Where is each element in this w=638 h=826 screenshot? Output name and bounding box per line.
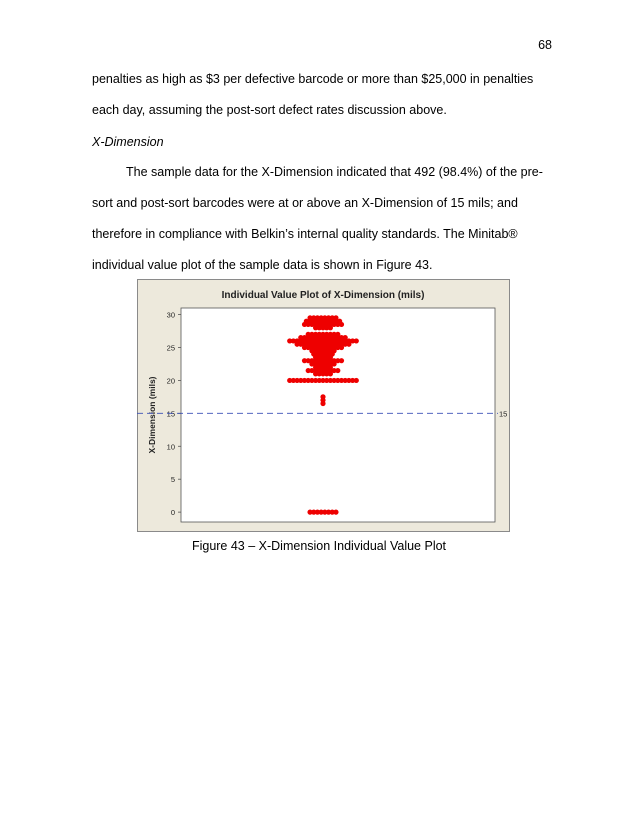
- paragraph2-line2: sort and post-sort barcodes were at or above an X-Dimension of 15 mils; and: [92, 196, 518, 210]
- paragraph2-line4: individual value plot of the sample data is shown in Figure 43.: [92, 258, 433, 272]
- y-tick-label: 15: [166, 409, 175, 419]
- data-point: [335, 368, 340, 373]
- paragraph1-line2: each day, assuming the post-sort defect rates discussion above.: [92, 103, 447, 117]
- individual-value-plot: [137, 279, 510, 532]
- reference-line-label: 15: [499, 409, 508, 419]
- paragraph1-line1: penalties as high as $3 per defective barcode or more than $25,000 in penalties: [92, 72, 534, 86]
- chart-title: Individual Value Plot of X-Dimension (mils): [221, 290, 425, 301]
- y-tick-label: 25: [166, 343, 175, 353]
- page-number: 68: [538, 38, 552, 52]
- data-point: [354, 338, 359, 343]
- y-tick-label: 20: [166, 376, 175, 386]
- paragraph-penalties: [92, 64, 562, 126]
- paragraph2-line3: therefore in compliance with Belkin’s internal quality standards. The Minitab®: [92, 227, 518, 241]
- y-tick-label: 10: [166, 442, 175, 452]
- y-axis-label: X-Dimension (mils): [147, 376, 157, 454]
- data-point: [328, 371, 333, 376]
- y-tick-label: 30: [166, 310, 175, 320]
- section-heading: X-Dimension: [92, 135, 164, 149]
- paragraph-x-dimension: [92, 157, 562, 281]
- data-point: [354, 378, 359, 383]
- y-tick-label: 0: [170, 508, 175, 518]
- data-point: [333, 510, 338, 515]
- paragraph2-line1: The sample data for the X-Dimension indicated that 492 (98.4%) of the pre-: [126, 165, 543, 179]
- chart-svg: [137, 279, 510, 532]
- data-point: [346, 342, 351, 347]
- y-tick-label: 5: [170, 475, 175, 485]
- data-point: [320, 401, 325, 406]
- data-point: [339, 322, 344, 327]
- figure-caption: Figure 43 – X-Dimension Individual Value Plot: [191, 539, 447, 553]
- data-point: [328, 325, 333, 330]
- data-point: [339, 345, 344, 350]
- data-point: [339, 358, 344, 363]
